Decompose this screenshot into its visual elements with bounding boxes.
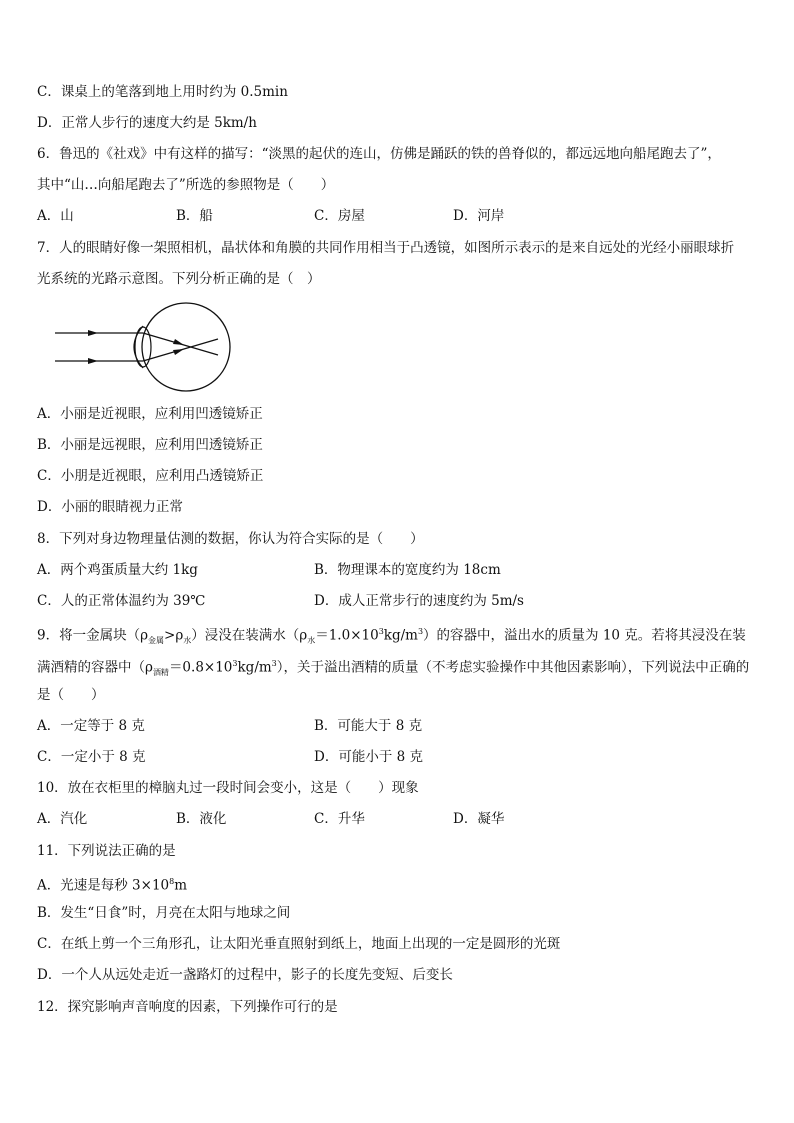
q9-option-d: D．可能小于 8 克 xyxy=(314,749,423,765)
q7-stem-line2: 光系统的光路示意图。下列分析正确的是（ ） xyxy=(37,271,321,287)
q9-stem-line3: 是（ ） xyxy=(37,687,105,703)
q11-option-c: C．在纸上剪一个三角形孔，让太阳光垂直照射到纸上，地面上出现的一定是圆形的光斑 xyxy=(37,936,561,952)
arrow-icon xyxy=(173,349,184,355)
q6-option-d: D．河岸 xyxy=(453,208,505,224)
arrow-icon xyxy=(173,339,184,345)
q10-option-c: C．升华 xyxy=(314,811,365,827)
q7-option-b: B．小丽是远视眼，应利用凹透镜矫正 xyxy=(37,437,263,453)
q10-option-d: D．凝华 xyxy=(453,811,505,827)
q11-stem: 11．下列说法正确的是 xyxy=(37,843,176,859)
q6-option-c: C．房屋 xyxy=(314,208,365,224)
q7-stem-line1: 7．人的眼睛好像一架照相机，晶状体和角膜的共同作用相当于凸透镜，如图所示表示的是来自远处的光经小丽眼球折 xyxy=(37,240,735,256)
prev-option-c: C．课桌上的笔落到地上用时约为 0.5min xyxy=(37,84,288,100)
q11-option-d: D．一个人从远处走近一盏路灯的过程中，影子的长度先变短、后变长 xyxy=(37,967,453,983)
eye-light-path-diagram xyxy=(52,300,282,396)
q12-stem: 12．探究影响声音响度的因素，下列操作可行的是 xyxy=(37,999,338,1015)
q6-stem-line1: 6．鲁迅的《社戏》中有这样的描写：“淡黑的起伏的连山，仿佛是踊跃的铁的兽脊似的，都远远地向船尾跑去了”， xyxy=(37,146,721,162)
eyeball-outline xyxy=(142,303,230,391)
q9-option-a: A．一定等于 8 克 xyxy=(37,718,145,734)
q10-option-b: B．液化 xyxy=(176,811,227,827)
q8-option-b: B．物理课本的宽度约为 18cm xyxy=(314,562,501,578)
q7-option-d: D．小丽的眼睛视力正常 xyxy=(37,499,183,515)
q10-option-a: A．汽化 xyxy=(37,811,88,827)
q9-stem-line2: 满酒精的容器中$(\rho_{酒精}=0.8\times 10^3kg/m^3)$，关于溢出酒精的质量（不考虑实验操作中其他因素影响），下列说法中正确的 xyxy=(37,659,750,678)
q8-option-d: D．成人正常步行的速度约为 5m/s xyxy=(314,593,524,609)
arrow-icon xyxy=(88,358,98,364)
q6-option-a: A．山 xyxy=(37,208,74,224)
q11-option-b: B．发生“日食”时，月亮在太阳与地球之间 xyxy=(37,905,291,921)
q9-stem-line1: 9．将一金属块$(\rho_{金属}>\rho_水)$浸没在装满水$(\rho_水=1.0\times 10^3kg/m^3)$的容器中，溢出水的质量为 10 克。若将其浸没在装 xyxy=(37,627,746,646)
q9-option-c: C．一定小于 8 克 xyxy=(37,749,146,765)
q7-option-a: A．小丽是近视眼，应利用凹透镜矫正 xyxy=(37,406,263,422)
arrow-icon xyxy=(88,330,98,336)
prev-option-d: D．正常人步行的速度大约是 5km/h xyxy=(37,115,257,131)
q8-stem: 8．下列对身边物理量估测的数据，你认为符合实际的是（ ） xyxy=(37,531,424,547)
q8-option-c: C．人的正常体温约为 39℃ xyxy=(37,593,206,609)
q7-option-c: C．小朋是近视眼，应利用凸透镜矫正 xyxy=(37,468,264,484)
q6-stem-line2: 其中“山…向船尾跑去了”所选的参照物是（ ） xyxy=(37,177,335,193)
q6-option-b: B．船 xyxy=(176,208,213,224)
q9-option-b: B．可能大于 8 克 xyxy=(314,718,423,734)
q10-stem: 10．放在衣柜里的樟脑丸过一段时间会变小，这是（ ）现象 xyxy=(37,780,419,796)
q8-option-a: A．两个鸡蛋质量大约 1kg xyxy=(37,562,198,578)
q11-option-a: A．光速是每秒 $3\times 10^8m$ xyxy=(37,877,188,894)
